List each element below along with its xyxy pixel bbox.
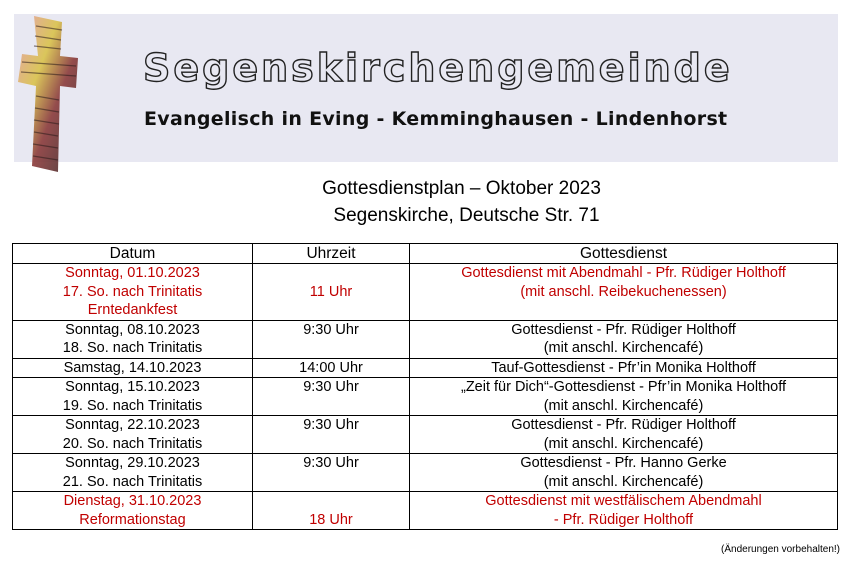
table-row	[13, 378, 838, 416]
date-line: 18. So. nach Trinitatis	[62, 340, 203, 356]
date-line: Dienstag, 31.10.2023	[63, 493, 202, 509]
service-cell	[410, 378, 838, 416]
time-cell: 9:30 Uhr	[253, 454, 410, 492]
service-cell	[410, 264, 838, 321]
service-line: Tauf-Gottesdienst - Pfr’in Monika Holthoff	[491, 359, 756, 376]
table-row	[13, 320, 838, 358]
column-header-date: Datum	[13, 244, 253, 264]
plan-subtitle: Segenskirche, Deutsche Str. 71	[333, 205, 600, 226]
service-line: - Pfr. Rüdiger Holthoff	[553, 511, 694, 528]
service-line: (mit anschl. Kirchencafé)	[543, 340, 704, 356]
service-line: Gottesdienst mit Abendmahl - Pfr. Rüdiger Holthoff	[461, 265, 786, 281]
column-header-time: Uhrzeit	[253, 244, 410, 264]
table-row	[13, 358, 838, 378]
date-line: Reformationstag	[79, 511, 186, 528]
time-cell: 18 Uhr	[253, 492, 410, 530]
service-line: Gottesdienst mit westfälischem Abendmahl	[485, 493, 762, 509]
table-row	[13, 454, 838, 492]
date-cell	[13, 492, 253, 530]
time-cell: 9:30 Uhr	[253, 378, 410, 416]
time-cell: 9:30 Uhr	[253, 320, 410, 358]
cross-logo	[18, 16, 78, 172]
service-line: Gottesdienst - Pfr. Hanno Gerke	[520, 455, 727, 471]
date-line: 17. So. nach Trinitatis	[62, 283, 203, 300]
date-line: Sonntag, 22.10.2023	[65, 417, 200, 433]
column-header-service: Gottesdienst	[410, 244, 838, 264]
date-cell	[13, 264, 253, 321]
service-cell	[410, 416, 838, 454]
service-line: „Zeit für Dich“-Gottesdienst - Pfr’in Monika Holthoff	[460, 379, 787, 395]
service-line: (mit anschl. Kirchencafé)	[543, 435, 704, 452]
organization-subtitle: Evangelisch in Eving - Kemminghausen - Lindenhorst	[144, 108, 728, 130]
table-row	[13, 492, 838, 530]
date-cell	[13, 358, 253, 378]
date-line: Sonntag, 01.10.2023	[65, 265, 200, 281]
changes-reserved-note: (Änderungen vorbehalten!)	[721, 544, 840, 555]
time-cell: 14:00 Uhr	[253, 358, 410, 378]
date-cell	[13, 454, 253, 492]
date-line: Erntedankfest	[87, 302, 178, 318]
plan-title: Gottesdienstplan – Oktober 2023	[322, 178, 601, 199]
date-line: 21. So. nach Trinitatis	[62, 473, 203, 490]
service-line: (mit anschl. Reibekuchenessen)	[520, 283, 727, 300]
service-line: (mit anschl. Kirchencafé)	[543, 397, 704, 414]
table-row	[13, 264, 838, 321]
service-cell	[410, 320, 838, 358]
service-line: (mit anschl. Kirchencafé)	[543, 473, 704, 490]
organization-name: Segenskirchengemeinde	[143, 46, 733, 90]
date-cell	[13, 378, 253, 416]
date-line: Sonntag, 15.10.2023	[65, 379, 200, 395]
service-line: Gottesdienst - Pfr. Rüdiger Holthoff	[511, 417, 736, 433]
service-line: Gottesdienst - Pfr. Rüdiger Holthoff	[511, 321, 736, 338]
date-line: Sonntag, 08.10.2023	[65, 321, 200, 338]
table-header-row	[13, 244, 838, 264]
service-cell	[410, 358, 838, 378]
date-cell	[13, 416, 253, 454]
date-line: Sonntag, 29.10.2023	[65, 455, 200, 471]
service-cell	[410, 492, 838, 530]
date-cell	[13, 320, 253, 358]
service-cell	[410, 454, 838, 492]
service-schedule-table	[12, 243, 838, 530]
date-line: Samstag, 14.10.2023	[63, 359, 202, 376]
time-cell: 11 Uhr	[253, 264, 410, 321]
date-line: 20. So. nach Trinitatis	[62, 435, 203, 452]
date-line: 19. So. nach Trinitatis	[62, 397, 203, 414]
time-cell: 9:30 Uhr	[253, 416, 410, 454]
table-row	[13, 416, 838, 454]
